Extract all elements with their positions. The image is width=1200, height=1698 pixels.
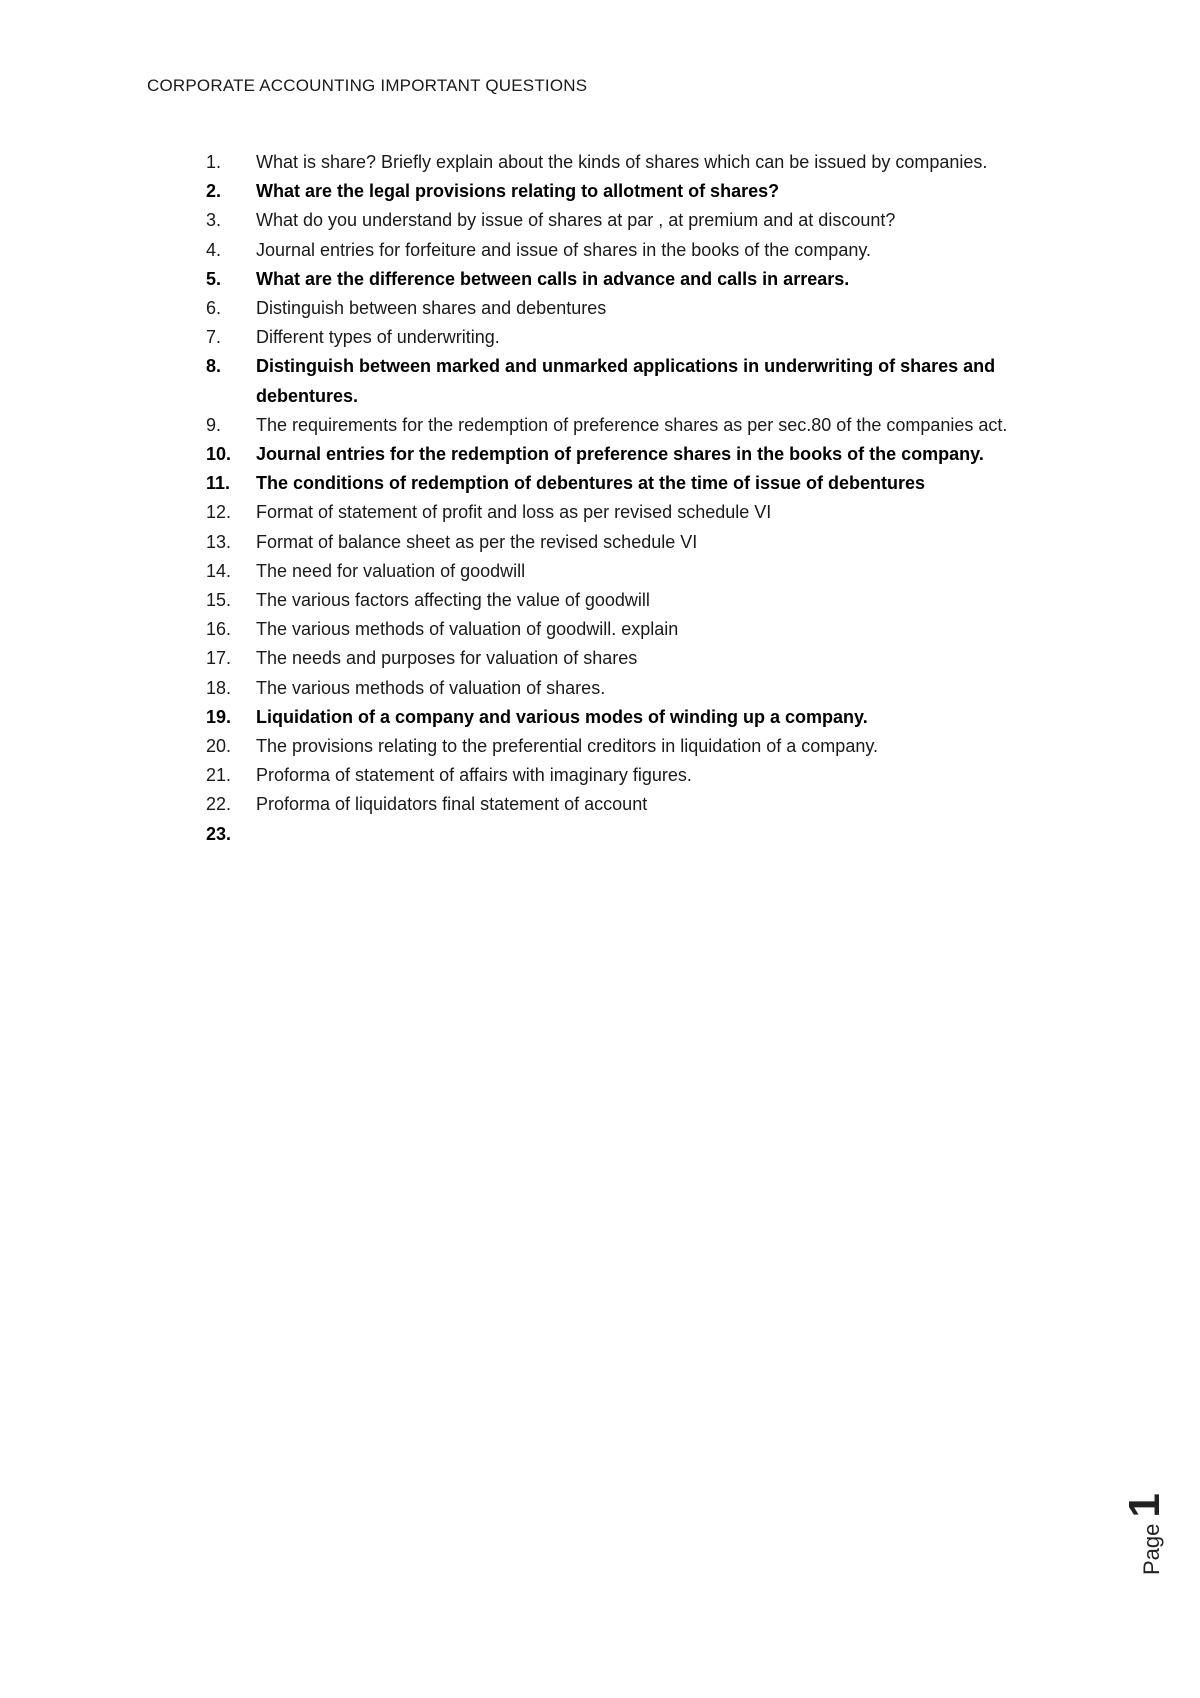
questions-list xyxy=(206,148,1086,844)
question-number: 1. xyxy=(206,152,222,172)
question-text: Format of statement of profit and loss as per revised schedule VI xyxy=(256,502,772,523)
question-number: 3. xyxy=(206,210,222,231)
question-text: Distinguish between shares and debentures xyxy=(256,298,607,319)
question-text: Proforma of statement of affairs with imaginary figures. xyxy=(256,765,692,786)
question-number: 2. xyxy=(206,181,222,202)
question-text: The various factors affecting the value of goodwill xyxy=(256,590,650,611)
question-number: 20. xyxy=(206,736,232,757)
question-number: 4. xyxy=(206,239,222,260)
question-text: What are the difference between calls in advance and calls in arrears. xyxy=(256,268,850,289)
question-text: Distinguish between marked and unmarked applications in underwriting of shares and debentures. xyxy=(256,356,996,406)
question-text: The conditions of redemption of debentures at the time of issue of debentures xyxy=(256,473,926,494)
question-text: What is share? Briefly explain about the kinds of shares which can be issued by companies. xyxy=(256,152,988,172)
question-item xyxy=(206,265,1086,294)
question-item xyxy=(206,352,1086,410)
page-word: Page xyxy=(1139,1523,1164,1575)
question-item xyxy=(206,790,1086,819)
document-title: CORPORATE ACCOUNTING IMPORTANT QUESTIONS xyxy=(147,76,588,95)
question-item xyxy=(206,557,1086,586)
question-number: 7. xyxy=(206,327,222,348)
question-item xyxy=(206,177,1086,206)
question-text: The provisions relating to the preferential creditors in liquidation of a company. xyxy=(256,736,879,757)
question-number: 14. xyxy=(206,560,232,581)
question-number: 9. xyxy=(206,414,222,435)
question-number: 23. xyxy=(206,823,232,844)
question-text: What do you understand by issue of shares at par , at premium and at discount? xyxy=(256,210,896,231)
question-number: 15. xyxy=(206,590,232,611)
question-text: What are the legal provisions relating to allotment of shares? xyxy=(256,181,780,202)
question-item xyxy=(206,294,1086,323)
question-item xyxy=(206,469,1086,498)
question-item xyxy=(206,674,1086,703)
question-number: 21. xyxy=(206,765,232,786)
question-item xyxy=(206,586,1086,615)
question-text: Liquidation of a company and various modes of winding up a company. xyxy=(256,706,868,727)
question-item xyxy=(206,498,1086,527)
question-item xyxy=(206,148,1086,177)
question-item xyxy=(206,703,1086,732)
question-number: 11. xyxy=(206,473,231,494)
question-text: Different types of underwriting. xyxy=(256,327,500,348)
question-text: The various methods of valuation of goodwill. explain xyxy=(256,619,679,640)
question-number: 19. xyxy=(206,706,232,727)
question-text: Proforma of liquidators final statement of account xyxy=(256,794,648,815)
question-item xyxy=(206,644,1086,673)
question-text: Format of balance sheet as per the revised schedule VI xyxy=(256,531,698,552)
question-item xyxy=(206,732,1086,761)
question-item xyxy=(206,206,1086,235)
question-number: 5. xyxy=(206,268,222,289)
question-number: 12. xyxy=(206,502,232,523)
question-number: 22. xyxy=(206,794,232,815)
question-item xyxy=(206,440,1086,469)
question-number: 18. xyxy=(206,677,232,698)
question-item xyxy=(206,528,1086,557)
question-text: Journal entries for forfeiture and issue of shares in the books of the company. xyxy=(256,239,872,260)
question-item xyxy=(206,411,1086,440)
page-number-label xyxy=(1120,1465,1180,1575)
question-number: 10. xyxy=(206,444,232,465)
question-number: 8. xyxy=(206,356,222,377)
question-number: 17. xyxy=(206,648,232,669)
page-number: 1 xyxy=(1120,1493,1169,1518)
question-text: The needs and purposes for valuation of shares xyxy=(256,648,638,669)
question-number: 16. xyxy=(206,619,232,640)
question-item xyxy=(206,236,1086,265)
question-text: The need for valuation of goodwill xyxy=(256,560,526,581)
question-item xyxy=(206,323,1086,352)
question-item xyxy=(206,761,1086,790)
question-number: 6. xyxy=(206,298,222,319)
question-text: The various methods of valuation of shares. xyxy=(256,677,606,698)
question-number: 13. xyxy=(206,531,232,552)
question-text: Journal entries for the redemption of preference shares in the books of the company. xyxy=(256,444,984,465)
question-item xyxy=(206,615,1086,644)
question-text: The requirements for the redemption of preference shares as per sec.80 of the companies act. xyxy=(256,414,1008,435)
